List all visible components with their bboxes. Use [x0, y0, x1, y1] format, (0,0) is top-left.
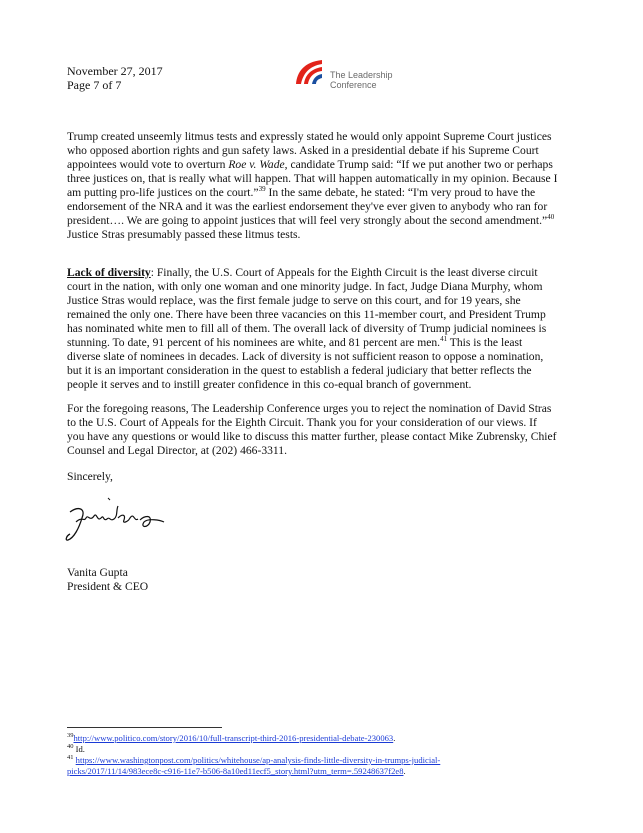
signer-block: [67, 566, 148, 594]
leadership-conference-logo: [292, 56, 412, 96]
logo-line2: Conference: [330, 80, 377, 90]
text-line: Lack of diversity: Finally, the U.S. Court of Appeals for the Eighth Circuit is the least diverse circuit: [67, 266, 538, 279]
text-line: president…. We are going to appoint justices that will feel very strongly about the second amendment.”$^{40}$: [67, 213, 555, 227]
footnote-ref-40: 40: [547, 213, 555, 222]
text-line: three justices on, that is really what will happen. That will happen automatically in my opinion. Because I: [67, 172, 558, 185]
footnote-41-cont: picks/2017/11/14/983ece8c-c916-11e7-b506-8a10ed11ecf5_story.html?utm_term=.59248637f2e8.: [67, 766, 406, 776]
text-line: For the foregoing reasons, The Leadership Conference urges you to reject the nomination of David Stras: [67, 402, 552, 415]
text-line: Justice Stras presumably passed these litmus tests.: [67, 228, 301, 241]
text-line: diverse slate of nominees in decades. Lack of diversity is not sufficient reason to oppose a nomination,: [67, 350, 544, 363]
text-line: people it serves and to instill greater confidence in this co-equal branch of government.: [67, 378, 472, 391]
text-line: Justice Stras would replace, was the first female judge to serve on this court, and for 19 years, she: [67, 294, 521, 307]
text-line: stunning. To date, 91 percent of his nominees are white, and 81 percent are men.$^{41}$ This is the least: [67, 335, 523, 349]
footnote-39-link[interactable]: http://www.politico.com/story/2016/10/full-transcript-third-2016-presidential-debate-230063: [73, 733, 394, 743]
text-line: Trump created unseemly litmus tests and expressly stated he would only appoint Supreme Court justices: [67, 130, 552, 143]
signer-title: President & CEO: [67, 580, 149, 593]
case-name: Roe v. Wade: [228, 158, 285, 171]
section-heading: Lack of diversity: [67, 266, 151, 279]
text-line: court in the nation, with only one woman and one minority judge. In fact, Judge Diana Murphy, whom: [67, 280, 543, 293]
text-line: who opposed abortion rights and gun safety laws. Asked in a presidential debate if his Supreme Court: [67, 144, 539, 157]
letter-date: November 27, 2017: [67, 64, 163, 78]
text-line: has nominated white men to fill all of them. The overall lack of diversity of Trump judicial nominees is: [67, 322, 547, 335]
text-line: you have any questions or would like to discuss this matter further, please contact Mike Zubrensky, Chief: [67, 430, 557, 443]
footnote-ref-41: 41: [440, 335, 448, 344]
logo-line1: The Leadership: [330, 70, 393, 80]
text-line: remained the only one. There have been three vacancies on this 11-member court, and President Trump: [67, 308, 546, 321]
footnote-ref-39: 39: [258, 185, 266, 194]
footnote-41: $^{41}$ https://www.washingtonpost.com/politics/whitehouse/ap-analysis-finds-little-diversity-in-trumps-judicial-: [67, 754, 441, 765]
text-line: to the U.S. Court of Appeals for the Eighth Circuit. Thank you for your consideration of our views. If: [67, 416, 537, 429]
logo-mark-icon: [292, 56, 326, 86]
logo-wordmark: [330, 70, 393, 90]
paragraph-litmus-tests: [67, 130, 582, 242]
handwritten-signature: [64, 492, 174, 552]
footnote-41-link-part2[interactable]: picks/2017/11/14/983ece8c-c916-11e7-b506-8a10ed11ecf5_story.html?utm_term=.59248637f2e8: [67, 766, 404, 776]
signature-icon: [64, 492, 174, 547]
footnote-divider: [67, 727, 222, 728]
footnotes: [67, 733, 440, 777]
footnote-39: $^{39}$http://www.politico.com/story/2016/10/full-transcript-third-2016-presidential-debate-230063.: [67, 732, 396, 743]
text-line: but it is an important consideration in the quest to establish a federal judiciary that better reflects the: [67, 364, 532, 377]
text-line: am putting pro-life justices on the court.”$^{39}$ In the same debate, he stated: “I'm very proud to have the: [67, 185, 536, 199]
text-line: appointees would vote to overturn Roe v. Wade, candidate Trump said: “If we put another two or perhaps: [67, 158, 553, 171]
paragraph-conclusion: [67, 402, 582, 458]
text-line: endorsement of the NRA and it was the earliest endorsement they've ever given to anybody who ran for: [67, 200, 548, 213]
footnote-40: $^{40}$ Id.: [67, 743, 85, 754]
signer-name: Vanita Gupta: [67, 566, 128, 579]
closing-salutation: Sincerely,: [67, 470, 113, 483]
footnote-41-link-part1[interactable]: https://www.washingtonpost.com/politics/whitehouse/ap-analysis-finds-little-diversity-in-trumps-judicial-: [75, 755, 441, 765]
letter-header: [67, 64, 163, 92]
page-number: Page 7 of 7: [67, 78, 122, 92]
paragraph-lack-of-diversity: [67, 266, 582, 392]
text-line: Counsel and Legal Director, at (202) 466-3311.: [67, 444, 287, 457]
